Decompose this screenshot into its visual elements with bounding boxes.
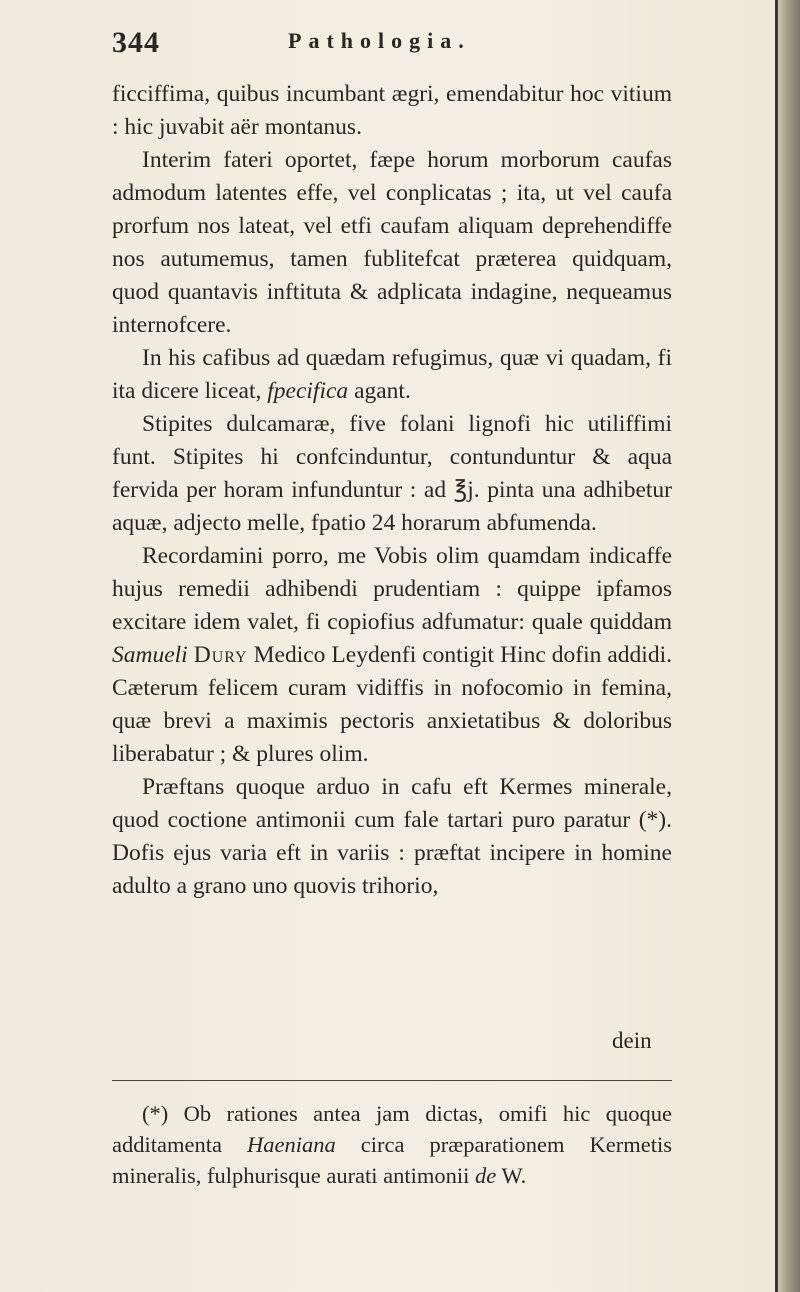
paragraph-5 [112,540,672,771]
footnote-text-a: (*) Ob rationes antea jam dictas, omifi hic quoque additamenta [112,1101,672,1157]
facing-page-edge [778,0,800,1292]
footnote-italic-2: de [475,1163,497,1188]
paragraph-6: Præftans quoque arduo in cafu eft Kermes minerale, quod coctione antimonii cum fale tartari puro paratur (*). Dofis ejus varia eft in variis : præftat incipere in homine adulto a grano uno quovis trihorio, [112,774,672,899]
footnote-italic: Haeniana [247,1132,336,1157]
paragraph-5-italic-name: Samueli [112,642,188,668]
running-title: Pathologia. [288,28,471,53]
paragraph-2: Interim fateri oportet, fæpe horum morborum caufas admodum latentes effe, vel conplicatas ; ita, ut vel caufa prorfum nos lateat, vel etfi caufam aliquam deprehendiffe nos autumemus, tamen fublitefcat præterea quidquam, quod quantavis inftituta & adplicata indagine, nequeamus internofcere. [112,147,672,338]
paragraph-3-text-a: In his cafibus ad quædam refugimus, quæ vi quadam, fi ita dicere liceat, [112,345,672,404]
catchword: dein [612,1028,652,1053]
paragraph-5-text-a: Recordamini porro, me Vobis olim quamdam indicaffe hujus remedii adhibendi prudentiam : quippe ipfamos excitare idem valet, fi copiofius adfumatur: quale quiddam [112,543,672,635]
footnote-text-c: W. [496,1163,527,1188]
paragraph-5-smallcaps-name: Dury [193,642,248,668]
footnote-text-b: circa præparationem Kermetis mineralis, fulphurisque aurati antimonii [112,1132,673,1188]
paragraph-3 [112,342,672,408]
footnote [112,1098,672,1191]
paragraph-5-text-b: Medico Leydenfi contigit Hinc dofin addidi. Cæterum felicem curam vidiffis in nofocomio in femina, quæ brevi a maximis pectoris anxietatibus & doloribus liberabatur ; & plures olim. [112,642,672,767]
paragraph-4: Stipites dulcamaræ, five folani lignofi hic utiliffimi funt. Stipites hi confcinduntur, contunduntur & aqua fervida per horam infunduntur : ad ℥j. pinta una adhibetur aquæ, adjecto melle, fpatio 24 horarum abfumenda. [112,411,672,536]
page-number: 344 [112,26,160,59]
footnote-rule [112,1080,672,1081]
body-text [112,78,672,903]
paragraph-3-text-b: agant. [348,378,411,404]
paragraph-3-italic: fpecifica [267,378,349,404]
footnote-text [112,1098,672,1191]
paragraph-1: ficciffima, quibus incumbant ægri, emendabitur hoc vitium : hic juvabit aër montanus. [112,81,672,140]
page-header [112,26,672,66]
